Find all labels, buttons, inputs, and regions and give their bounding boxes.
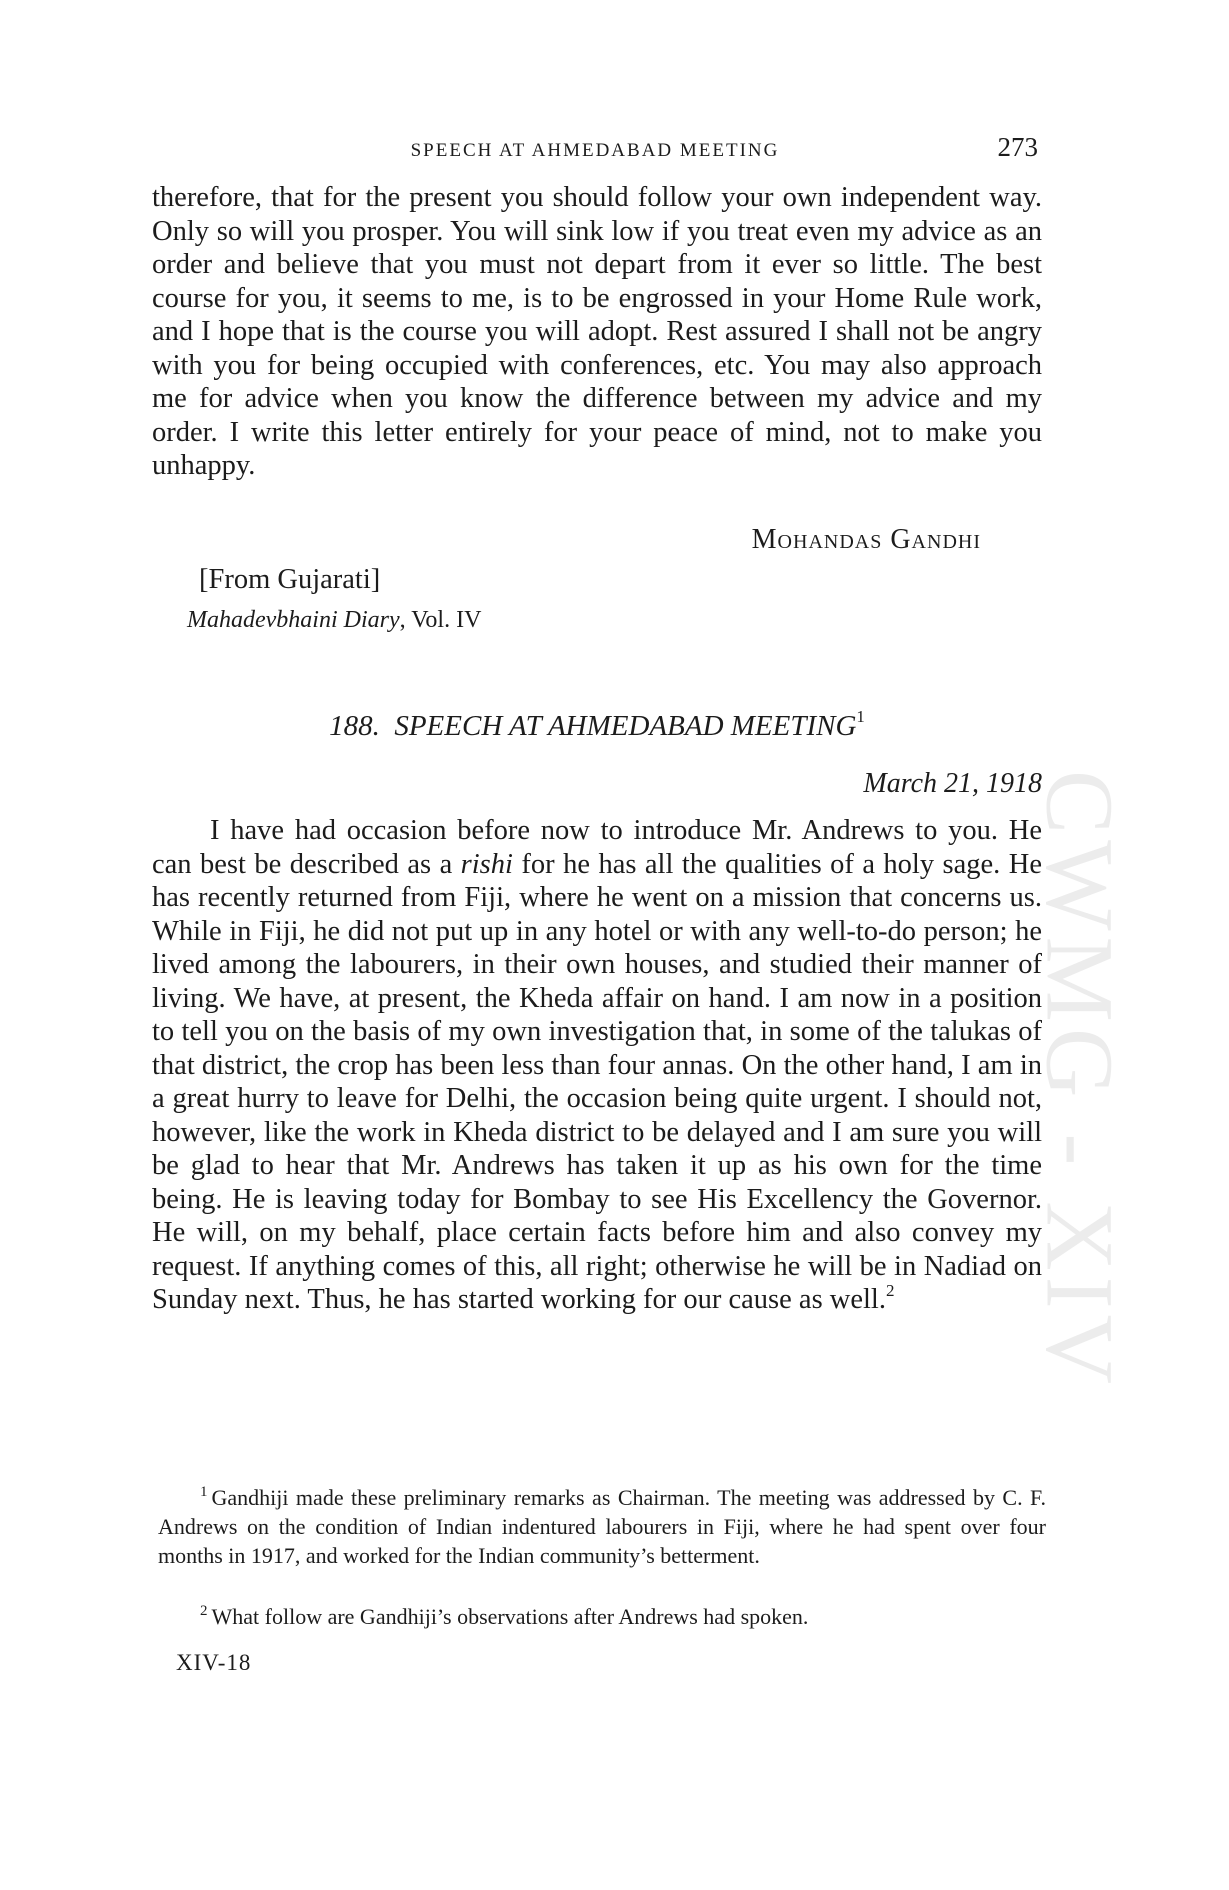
footnote-1-text: Gandhiji made these preliminary remarks as Chairman. The meeting was addressed by C. F. Andrews on the condition of Indian indentured labourers in Fiji, where he had spent over four months in 1917, and worked for the Indian community’s betterment.: [158, 1485, 1046, 1568]
speech-italic-term: rishi: [460, 848, 513, 880]
footnote-2-marker: 2: [200, 1603, 208, 1619]
footnote-2: [158, 1597, 1046, 1631]
footnote-ref-1[interactable]: 1: [856, 707, 865, 726]
letter-paragraph: therefore, that for the present you should follow your own independent way. Only so will you prosper. You will sink low if you treat even my advice as an order and believe that you must not depart from it ever so little. The best course for you, it seems to me, is to be engrossed in your Home Rule work, and I hope that is the course you will adopt. Rest assured I shall not be angry with you for being occupied with conferences, etc. You may also approach me for advice when you know the difference between my advice and my order. I write this letter entirely for your peace of mind, not to make you unhappy.: [152, 182, 1042, 481]
page-number: 273: [997, 132, 1038, 162]
speech-paragraph: [152, 814, 1042, 1317]
source-language: [From Gujarati]: [199, 564, 381, 595]
footnote-2-text: What follow are Gandhiji’s observations after Andrews had spoken.: [211, 1604, 809, 1629]
dateline: March 21, 1918: [863, 768, 1042, 799]
running-header: [152, 132, 1038, 168]
section-heading: [152, 707, 1042, 743]
footnote-ref-2[interactable]: 2: [885, 1281, 895, 1300]
letter-signature: Mohandas Gandhi: [751, 524, 981, 555]
source-reference: [187, 607, 481, 634]
signature-mark: XIV-18: [176, 1650, 252, 1675]
speech-text-part-2: for he has all the qualities of a holy sage. He has recently returned from Fiji, where he went on a mission that concerns us. While in Fiji, he did not put up in any hotel or with any well-to-do person; he lived among the labourers, in their own houses, and studied their manner of living. We have, at present, the Kheda affair on hand. I am now in a position to tell you on the basis of my own investigation that, in some of the talukas of that district, the crop has been less than four annas. On the other hand, I am in a great hurry to leave for Delhi, the occasion being quite urgent. I should not, however, like the work in Kheda district to be delayed and I am sure you will be glad to hear that Mr. Andrews has taken it up as his own for the time being. He is leaving today for Bombay to see His Excellency the Governor. He will, on my behalf, place certain facts before him and also convey my request. If anything comes of this, all right; otherwise he will be in Nadiad on Sunday next. Thus, he has started working for our cause as well.: [152, 848, 1042, 1315]
footnote-1: [158, 1478, 1046, 1570]
source-volume: , Vol. IV: [399, 607, 482, 633]
source-title: Mahadevbhaini Diary: [187, 607, 400, 633]
footnote-1-marker: 1: [200, 1484, 208, 1500]
section-title: SPEECH AT AHMEDABAD MEETING: [394, 710, 857, 742]
running-title: SPEECH AT AHMEDABAD MEETING: [410, 140, 780, 161]
section-number: 188.: [329, 710, 380, 742]
speech-text-part-1: I have had occasion before now to introduce Mr. Andrews to you. He can best be described as a: [152, 815, 1042, 880]
watermark: CWMG - XIV: [1026, 770, 1134, 1390]
